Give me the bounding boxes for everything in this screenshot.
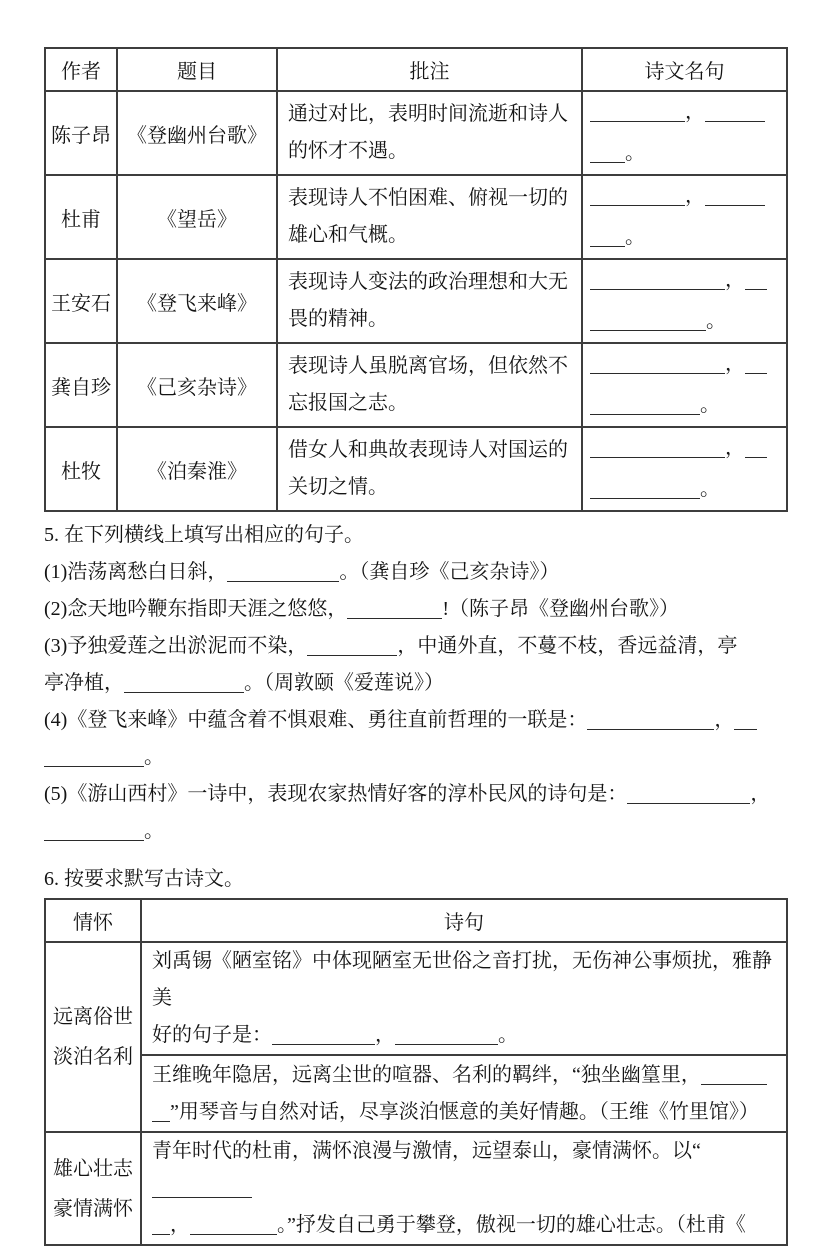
fill-in-blank-line: [44, 746, 144, 767]
verse-cell: 王维晚年隐居，远离尘世的喧器、名利的羁绊，“独坐幽篁里， ”用琴音与自然对话，尽享淡泊惬意的美好情趣。（王维《竹里馆》）: [141, 1055, 787, 1132]
table-row: [45, 91, 787, 175]
fill-in-blank-line: [734, 709, 757, 730]
question-5-item-3: (3)予独爱莲之出淤泥而不染， ，中通外直，不蔓不枝，香远益清，亭: [44, 635, 738, 657]
author-cell: 杜甫: [45, 175, 117, 259]
fill-in-blank-line: [587, 709, 714, 730]
question-5-item-1: (1)浩荡离愁白日斜， 。（龚自珍《己亥杂诗》）: [44, 561, 560, 583]
sentiment-cell: 雄心壮志 豪情满怀: [45, 1132, 141, 1245]
column-header-sentiment: 情怀: [45, 899, 141, 942]
question-5-item-4: (4)《登飞来峰》中蕴含着不惧艰难、勇往直前哲理的一联是： ，: [44, 702, 786, 739]
fill-in-blank-line: [152, 1214, 170, 1235]
page-content: [44, 47, 786, 1246]
table-row: [45, 175, 787, 259]
sentiment-cell: 远离俗世 淡泊名利: [45, 942, 141, 1132]
note-cell: 表现诗人虽脱离官场，但依然不忘报国之志。: [277, 343, 582, 427]
author-cell: 龚自珍: [45, 343, 117, 427]
table-row: [45, 1055, 787, 1132]
table-row: [45, 942, 787, 1055]
fill-in-blank-line: [152, 1101, 170, 1122]
fill-in-blank-line: [590, 353, 725, 374]
author-cell: 陈子昂: [45, 91, 117, 175]
sentiment-verse-table: [44, 898, 788, 1246]
question-5-item-2: (2)念天地吟鞭东指即天涯之悠悠， !（陈子昂《登幽州台歌》）: [44, 598, 679, 620]
fill-in-blank-line: [705, 101, 765, 122]
verse-cell: 青年时代的杜甫，满怀浪漫与激情，远望泰山，豪情满怀。以“ ， 。”抒发自己勇于攀登，傲视一切的雄心壮志。（杜甫《: [141, 1132, 787, 1245]
fill-in-blank-line: [590, 269, 725, 290]
table-row: [45, 259, 787, 343]
author-cell: 杜牧: [45, 427, 117, 511]
column-header-verse: 诗句: [141, 899, 787, 942]
note-cell: 表现诗人变法的政治理想和大无畏的精神。: [277, 259, 582, 343]
fill-in-blank-line: [590, 478, 700, 499]
title-cell: 《望岳》: [117, 175, 277, 259]
fill-in-blank-line: [627, 783, 750, 804]
fill-in-blank-line: [272, 1024, 375, 1045]
fill-in-blank-line: [745, 353, 767, 374]
note-cell: 表现诗人不怕困难、俯视一切的雄心和气概。: [277, 175, 582, 259]
question-5-item-3-continued: 亭净植， 。（周敦颐《爱莲说》）: [44, 672, 444, 694]
fill-in-blank-line: [745, 269, 767, 290]
table-header-row: [45, 899, 787, 942]
column-header-quote: 诗文名句: [582, 48, 787, 91]
title-cell: 《登幽州台歌》: [117, 91, 277, 175]
author-cell: 王安石: [45, 259, 117, 343]
fill-in-blank-line: [152, 1177, 252, 1198]
fill-in-blank-line: [190, 1214, 277, 1235]
table-row: [45, 1132, 787, 1245]
fill-in-blank-line: [745, 437, 767, 458]
question-5-item-5-continued: 。: [44, 813, 786, 850]
fill-in-blank-line: [590, 226, 625, 247]
fill-in-blank-line: [590, 185, 685, 206]
fill-in-blank-line: [307, 635, 397, 656]
fill-in-blank-line: [590, 394, 700, 415]
question-6-heading: 6. 按要求默写古诗文。: [44, 868, 244, 890]
verse-cell: 刘禹锡《陋室铭》中体现陋室无世俗之音打扰，无伤神公事烦扰，雅静美 好的句子是： ， 。: [141, 942, 787, 1055]
quote-blank-cell: ， 。: [582, 91, 787, 175]
question-5-item-4-continued: 。: [44, 739, 786, 776]
table-row: [45, 427, 787, 511]
fill-in-blank-line: [395, 1024, 498, 1045]
question-5-item-5: (5)《游山西村》一诗中，表现农家热情好客的淳朴民风的诗句是： ，: [44, 783, 771, 805]
column-header-title: 题目: [117, 48, 277, 91]
fill-in-blank-line: [44, 820, 144, 841]
title-cell: 《泊秦淮》: [117, 427, 277, 511]
fill-in-blank-line: [705, 185, 765, 206]
fill-in-blank-line: [590, 142, 625, 163]
fill-in-blank-line: [227, 561, 339, 582]
quote-blank-cell: ， 。: [582, 427, 787, 511]
title-cell: 《登飞来峰》: [117, 259, 277, 343]
poem-annotation-table: [44, 47, 788, 512]
question-5-heading: 5. 在下列横线上填写出相应的句子。: [44, 524, 364, 546]
note-cell: 借女人和典故表现诗人对国运的关切之情。: [277, 427, 582, 511]
fill-in-blank-line: [124, 672, 244, 693]
fill-in-blank-line: [701, 1064, 767, 1085]
question-5-block: [44, 517, 786, 850]
fill-in-blank-line: [590, 437, 725, 458]
note-cell: 通过对比，表明时间流逝和诗人的怀才不遇。: [277, 91, 582, 175]
fill-in-blank-line: [590, 101, 685, 122]
table-row: [45, 343, 787, 427]
fill-in-blank-line: [590, 310, 706, 331]
quote-blank-cell: ， 。: [582, 343, 787, 427]
fill-in-blank-line: [347, 598, 442, 619]
column-header-note: 批注: [277, 48, 582, 91]
quote-blank-cell: ， 。: [582, 175, 787, 259]
title-cell: 《己亥杂诗》: [117, 343, 277, 427]
quote-blank-cell: ， 。: [582, 259, 787, 343]
column-header-author: 作者: [45, 48, 117, 91]
table-header-row: [45, 48, 787, 91]
